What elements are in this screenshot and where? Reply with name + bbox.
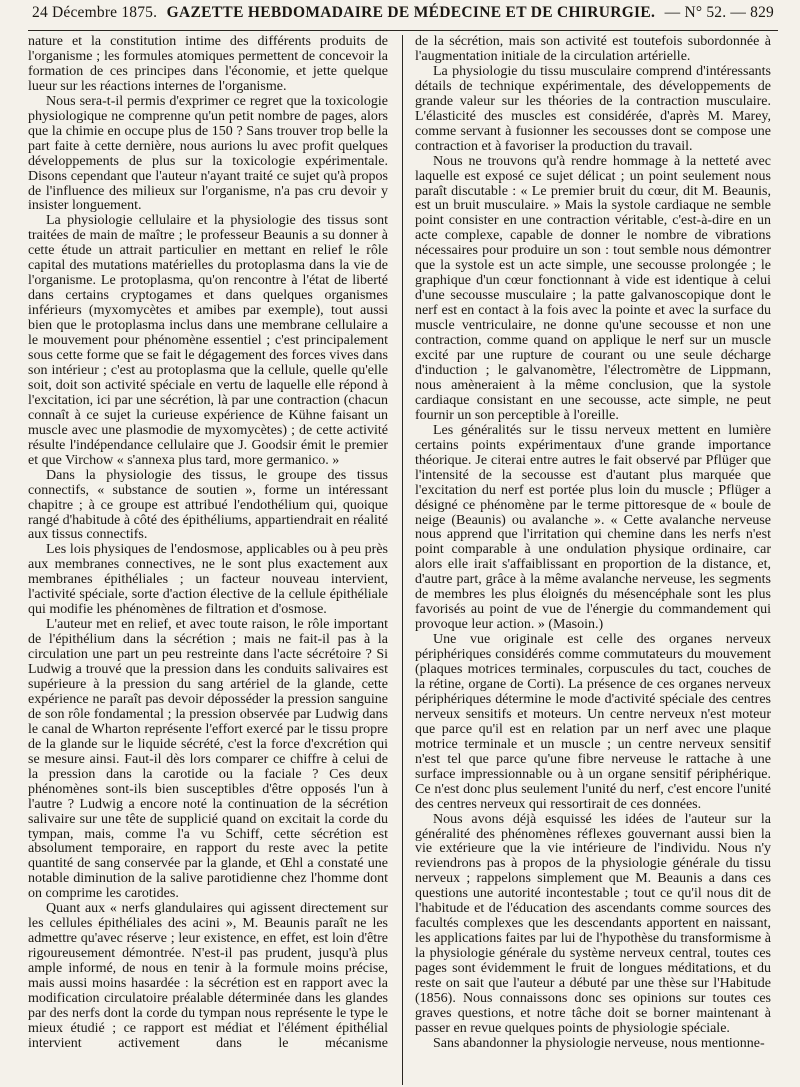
paragraph: L'auteur met en relief, et avec toute raison, le rôle important de l'épithélium dans la sécrétion ; mais ne fait-il pas à la circulation une part un peu restreinte dans l'acte sécrétoire ? Si Ludwig a trouvé que la pression dans les conduits salivaires est supérieure à la pression du sang artériel de la glande, cette expérience ne paraît pas devoir déposséder la pression sanguine de son rôle fondamental ; la pression observée par Ludwig dans le canal de Wharton représente l'effort exercé par le tissu propre de la glande sur le liquide sécrété, c'est la force d'excrétion qui se mesure ainsi. Faut-il dès lors comparer ce chiffre à celui de la pression dans la carotide ou la faciale ? Ces deux phénomènes sont-ils bien susceptibles d'être opposés l'un à l'autre ? Ludwig a encore noté la continuation de la sécrétion salivaire sur une tête de supplicié quand on excitait la corde du tympan, mais, comme l'a vu Schiff, cette sécrétion est absolument temporaire, en rapport du reste avec la petite quantité de sang conservée par la glande, et Œhl a constaté une notable diminution de la salive parotidienne chez l'homme dont on comprime les carotides. xyxy=(28,617,388,902)
paragraph: Une vue originale est celle des organes nerveux périphériques considérés comme commutateurs du mouvement (plaques motrices terminales, corpuscules du tact, couches de la rétine, organe de Corti). La présence de ces organes nerveux périphériques détermine le mode d'activité spéciale des centres nerveux sensitifs et moteurs. Un centre nerveux n'est moteur que parce qu'il est en relation par un nerf avec une plaque motrice terminale et un muscle ; un centre nerveux sensitif n'est tel que parce qu'une fibre nerveuse le rattache à une surface impressionnable ou à un organe sensitif périphérique. Ce n'est donc plus seulement l'unité du nerf, c'est encore l'unité des centres nerveux qui ressortirait de ces données. xyxy=(415,632,771,812)
paragraph: La physiologie du tissu musculaire comprend d'intéressants détails de technique expérimentale, des développements de grande valeur sur les théories de la contraction musculaire. L'élasticité des muscles est considérée, d'après M. Marey, comme servant à fusionner les secousses dont se compose une contraction et à favoriser la production du travail. xyxy=(415,63,771,154)
header-issue-page: — N° 52. — 829 xyxy=(664,4,774,21)
paragraph: Nous avons déjà esquissé les idées de l'auteur sur la généralité des phénomènes réflexes gouvernant aussi bien la vie extérieure que la vie intérieure de l'individu. Nous n'y reviendrons pas à propos de la physiologie générale du tissu nerveux ; rappelons simplement que M. Beaunis a dans ces questions une autorité incontestable ; tout ce qu'il nous dit de l'habitude et de l'éducation des ascendants comme sources des facultés complexes que les descendants apportent en naissant, les applications faites par lui de l'hypothèse du transformisme à la physiologie générale du système nerveux central, toutes ces pages sont évidemment le fruit de longues méditations, et du reste on sait que l'auteur a débuté par une thèse sur l'Habitude (1856). Nous connaissons donc ses opinions sur toutes ces graves questions, et notre tâche doit se borner maintenant à passer en revue quelques points de physiologie spéciale. xyxy=(415,811,771,1036)
paragraph: de la sécrétion, mais son activité est toutefois subordonnée à l'augmentation initiale de la circulation artérielle. xyxy=(415,34,771,64)
left-column xyxy=(28,35,388,1085)
paragraph: Dans la physiologie des tissus, le groupe des tissus connectifs, « substance de soutien », forme un intéressant chapitre ; à ce groupe est attribué l'endothélium qui, quoique rangé d'habitude à côté des épithéliums, appartiendrait en réalité aux tissus connectifs. xyxy=(28,467,388,543)
paragraph: Quant aux « nerfs glandulaires qui agissent directement sur les cellules épithéliales des acini », M. Beaunis paraît ne les admettre qu'avec réserve ; leur existence, en effet, est loin d'être rigoureusement démontrée. N'est-il pas prudent, jusqu'à plus ample informé, de nous en tenir à la formule moins précise, mais aussi moins hasardée : la sécrétion est en rapport avec la modification circulatoire préalable déterminée dans les glandes par des nerfs dont la corde du tympan nous représente le type le mieux étudié ; ce rapport est médiat et l'élément épithélial intervient activement dans le mécanisme xyxy=(28,901,388,1051)
running-header xyxy=(28,4,778,31)
header-journal-title: GAZETTE HEBDOMADAIRE DE MÉDECINE ET DE CHIRURGIE. xyxy=(166,4,656,21)
paragraph: Sans abandonner la physiologie nerveuse, nous mentionne- xyxy=(433,1035,765,1051)
paragraph: Les généralités sur le tissu nerveux mettent en lumière certains points expérimentaux d'une grande importance théorique. Je citerai entre autres le fait observé par Pflüger que l'intensité de la secousse est d'autant plus marquée que l'excitation du nerf est portée plus loin du muscle ; Pflüger a désigné ce phénomène par le terme pittoresque de « boule de neige (Beaunis) ou avalanche ». « Cette avalanche nerveuse nous apprend que l'irritation qui chemine dans les nerfs n'est point comparable à une ondulation physique ordinaire, car alors elle irait s'affaiblissant en proportion de la distance, et, d'autre part, grâce à la même avalanche nerveuse, les segments de membres les plus éloignés du mésencéphale sont les plus favorisés au point de vue de l'énergie du commandement qui provoque leur action. » (Masoin.) xyxy=(415,422,771,633)
paragraph: Nous ne trouvons qu'à rendre hommage à la netteté avec laquelle est exposé ce sujet délicat ; un point seulement nous paraît discutable : « Le premier bruit du cœur, dit M. Beaunis, est un bruit musculaire. » Mais la systole cardiaque ne semble point consister en une contraction véritable, c'est-à-dire en un acte complexe, capable de donner le nombre de vibrations nécessaires pour produire un son : tout semble nous démontrer que la systole est un acte simple, une secousse prolongée ; le graphique d'un cœur fonctionnant à vide est identique à celui d'une secousse musculaire ; la patte galvanoscopique dont le nerf est en contact à la fois avec la pointe et avec la surface du muscle ventriculaire, ne donne qu'une secousse et non une contraction, comme quand on applique le nerf sur un muscle excité par une rupture de courant ou une seule décharge d'induction ; le galvanomètre, l'électromètre de Lippmann, nous amèneraient à la même conclusion, que la systole cardiaque consistant en une secousse, acte simple, ne peut fournir un son perceptible à l'oreille. xyxy=(415,153,771,423)
column-divider xyxy=(402,35,403,1085)
text-columns xyxy=(28,35,778,1085)
paragraph: nature et la constitution intime des différents produits de l'organisme ; les formules atomiques permettent de concevoir la formation de ces principes dans l'économie, et jette quelque lueur sur les réactions internes de l'organisme. xyxy=(28,34,388,94)
paragraph: La physiologie cellulaire et la physiologie des tissus sont traitées de main de maître ; le professeur Beaunis a su donner à cette étude un attrait particulier en mettant en relief le rôle capital des mutations matérielles du protoplasma dans la vie de l'organisme. Le protoplasma, qu'on rencontre à l'état de liberté dans certains cryptogames et dans quelques organismes inférieurs (myxomycètes et amibes par exemple), tout aussi bien que le protoplasma inclus dans une membrane cellulaire a le mouvement pour phénomène essentiel ; c'est principalement sous cette forme que se fait le dégagement des forces vives dans son intérieur ; c'est au protoplasma que la cellule, quelle qu'elle soit, doit son activité spéciale en vertu de laquelle elle répond à l'excitation, ici par une sécrétion, là par une contraction (chacun connaît à ce sujet la curieuse expérience de Kühne faisant un muscle avec une plasmodie de myxomycètes) ; de cette activité résulte l'indépendance cellulaire que J. Goodsir émit le premier et que Virchow « s'annexa plus tard, more germanico. » xyxy=(28,213,388,468)
paragraph: Nous sera-t-il permis d'exprimer ce regret que la toxicologie physiologique ne comprenne qu'un petit nombre de pages, alors que la chimie en occupe plus de 150 ? Sans trouver trop belle la part faite à cette dernière, nous aurions lu avec profit quelques développements de plus sur la toxicologie expérimentale. Disons cependant que l'auteur n'ayant traité ce sujet qu'à propos de l'influence des milieux sur l'organisme, n'a pas cru devoir y insister longuement. xyxy=(28,93,388,214)
right-column xyxy=(415,35,771,1085)
paragraph: Les lois physiques de l'endosmose, applicables ou à peu près aux membranes connectives, ne le sont plus exactement aux membranes épithéliales ; un facteur nouveau intervient, l'activité spéciale, sorte d'action élective de la cellule épithéliale qui modifie les phénomènes de filtration et d'osmose. xyxy=(28,542,388,618)
header-date: 24 Décembre 1875. xyxy=(32,4,158,21)
